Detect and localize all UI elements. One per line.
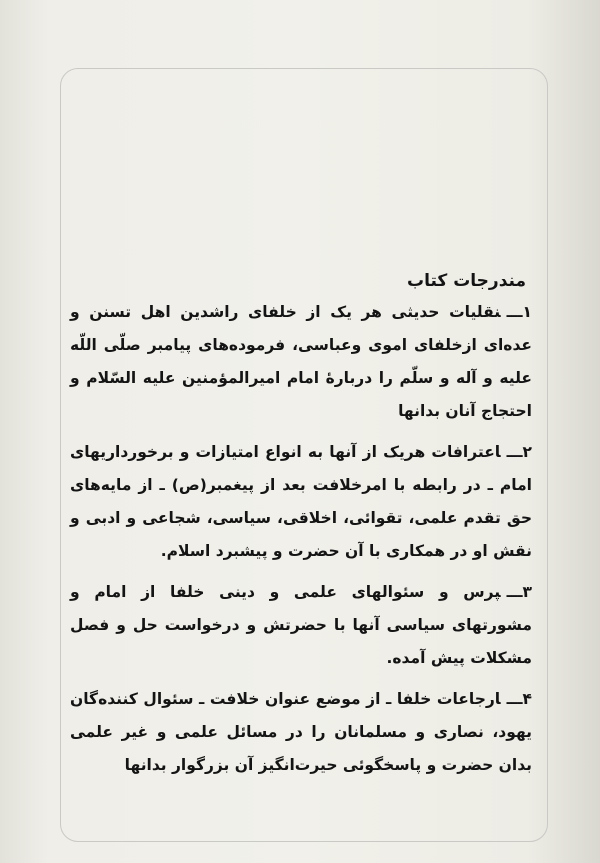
item-text: پرس و سئوالهای علمی و دینی خلفا از امام و مشورتهای سیاسی آنها با حضرتش و درخواست حل و فصل مشکلات پیش آمده. xyxy=(70,583,532,667)
table-of-contents xyxy=(70,266,532,790)
item-number: ۲ـــ xyxy=(506,443,532,461)
contents-item-1 xyxy=(70,296,532,428)
item-number: ۴ـــ xyxy=(506,690,532,708)
item-number: ۱ـــ xyxy=(506,303,532,321)
item-text: اعترافات هریک از آنها به انواع امتیازات و برخورداریهای امام ـ در رابطه با امرخلافت بعد از پیغمبر(ص) ـ از مایه‌های حق تقدم علمی، تقوائی، اخلاقی، سیاسی، شجاعی و ادبی و نقش او در همکاری با آن حضرت و پیشبرد اسلام. xyxy=(70,443,532,560)
item-text: ارجاعات خلفا ـ از موضع عنوان خلافت ـ سئوال کننده‌گان یهود، نصاری و مسلمانان را در مسائل علمی و غیر علمی بدان حضرت و پاسخگوئی حیرت‌انگیز آن بزرگوار بدانها xyxy=(70,690,532,774)
item-text: نقلیات حدیثی هر یک از خلفای راشدین اهل تسنن و عده‌ای ازخلفای اموی وعباسی، فرموده‌های پیامبر صلّی اللّه علیه و آله و سلّم را دربارهٔ امام امیرالمؤمنین علیه السّلام و احتجاج آنان بدانها xyxy=(70,303,532,420)
contents-heading: مندرجات کتاب xyxy=(407,271,526,291)
item-number: ۳ـــ xyxy=(506,583,532,601)
contents-item-3 xyxy=(70,576,532,675)
contents-item-4 xyxy=(70,683,532,782)
contents-item-2 xyxy=(70,436,532,568)
